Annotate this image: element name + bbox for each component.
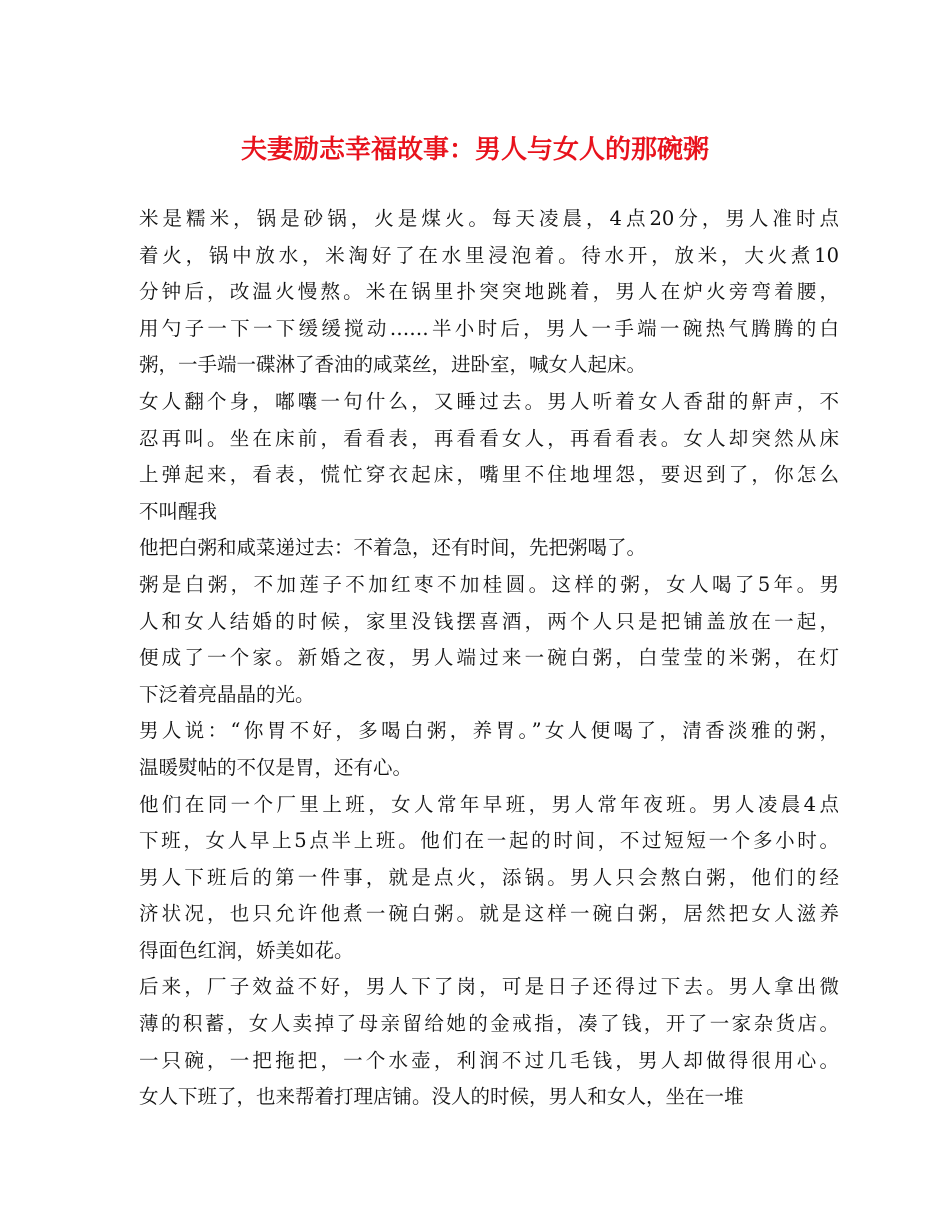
text-line: 便成了一个家。新婚之夜，男人端过来一碗白粥，白莹莹的米粥，在灯 — [139, 646, 839, 670]
text-line: 薄的积蓄，女人卖掉了母亲留给她的金戒指，凑了钱，开了一家杂货店。 — [139, 1012, 839, 1036]
text-line: 女人下班了，也来帮着打理店铺。没人的时候，男人和女人，坐在一堆 — [139, 1085, 744, 1109]
text-line: 人和女人结婚的时候，家里没钱摆喜酒，两个人只是把铺盖放在一起， — [139, 609, 839, 633]
paragraph — [139, 567, 839, 713]
paragraph — [139, 201, 839, 384]
paragraph — [139, 787, 839, 970]
paragraph — [139, 969, 839, 1115]
text-line: 他们在同一个厂里上班，女人常年早班，男人常年夜班。男人凌晨4点 — [139, 792, 839, 816]
text-line: 女人翻个身，嘟囔一句什么，又睡过去。男人听着女人香甜的鼾声，不 — [139, 389, 839, 413]
text-line: 米是糯米，锅是砂锅，火是煤火。每天凌晨，4点20分，男人准时点 — [139, 207, 839, 230]
document-body — [139, 201, 839, 1116]
document-title: 夫妻励志幸福故事：男人与女人的那碗粥 — [240, 135, 709, 165]
text-line: 下班，女人早上5点半上班。他们在一起的时间，不过短短一个多小时。 — [139, 829, 839, 853]
text-line: 粥，一手端一碟淋了香油的咸菜丝，进卧室，喊女人起床。 — [139, 353, 647, 377]
text-line: 后来，厂子效益不好，男人下了岗，可是日子还得过下去。男人拿出微 — [139, 975, 839, 999]
text-line: 一只碗，一把拖把，一个水壶，利润不过几毛钱，男人却做得很用心。 — [139, 1048, 839, 1072]
text-line: 济状况，也只允许他煮一碗白粥。就是这样一碗白粥，居然把女人滋养 — [139, 902, 839, 926]
text-line: 着火，锅中放水，米淘好了在水里浸泡着。待水开，放米，大火煮10 — [139, 243, 839, 267]
text-line: 粥是白粥，不加莲子不加红枣不加桂圆。这样的粥，女人喝了5年。男 — [139, 572, 839, 596]
paragraph — [139, 530, 839, 567]
text-line: 男人下班后的第一件事，就是点火，添锅。男人只会熬白粥，他们的经 — [139, 865, 839, 889]
paragraph — [139, 713, 839, 786]
text-line: 不叫醒我 — [139, 499, 218, 523]
text-line: 上弹起来，看表，慌忙穿衣起床，嘴里不住地埋怨，要迟到了，你怎么 — [139, 463, 839, 487]
text-line: 男人说：“你胃不好，多喝白粥，养胃。”女人便喝了，清香淡雅的粥， — [139, 719, 839, 743]
text-line: 得面色红润，娇美如花。 — [139, 938, 354, 962]
text-line: 忍再叫。坐在床前，看看表，再看看女人，再看看表。女人却突然从床 — [139, 426, 839, 450]
text-line: 用勺子一下一下缓缓搅动……半小时后，男人一手端一碗热气腾腾的白 — [139, 316, 839, 340]
paragraph — [139, 384, 839, 530]
text-line: 他把白粥和咸菜递过去：不着急，还有时间，先把粥喝了。 — [139, 536, 647, 560]
text-line: 分钟后，改温火慢熬。米在锅里扑突突地跳着，男人在炉火旁弯着腰， — [139, 280, 839, 304]
text-line: 温暖熨帖的不仅是胃，还有心。 — [139, 755, 413, 779]
text-line: 下泛着亮晶晶的光。 — [139, 682, 315, 706]
